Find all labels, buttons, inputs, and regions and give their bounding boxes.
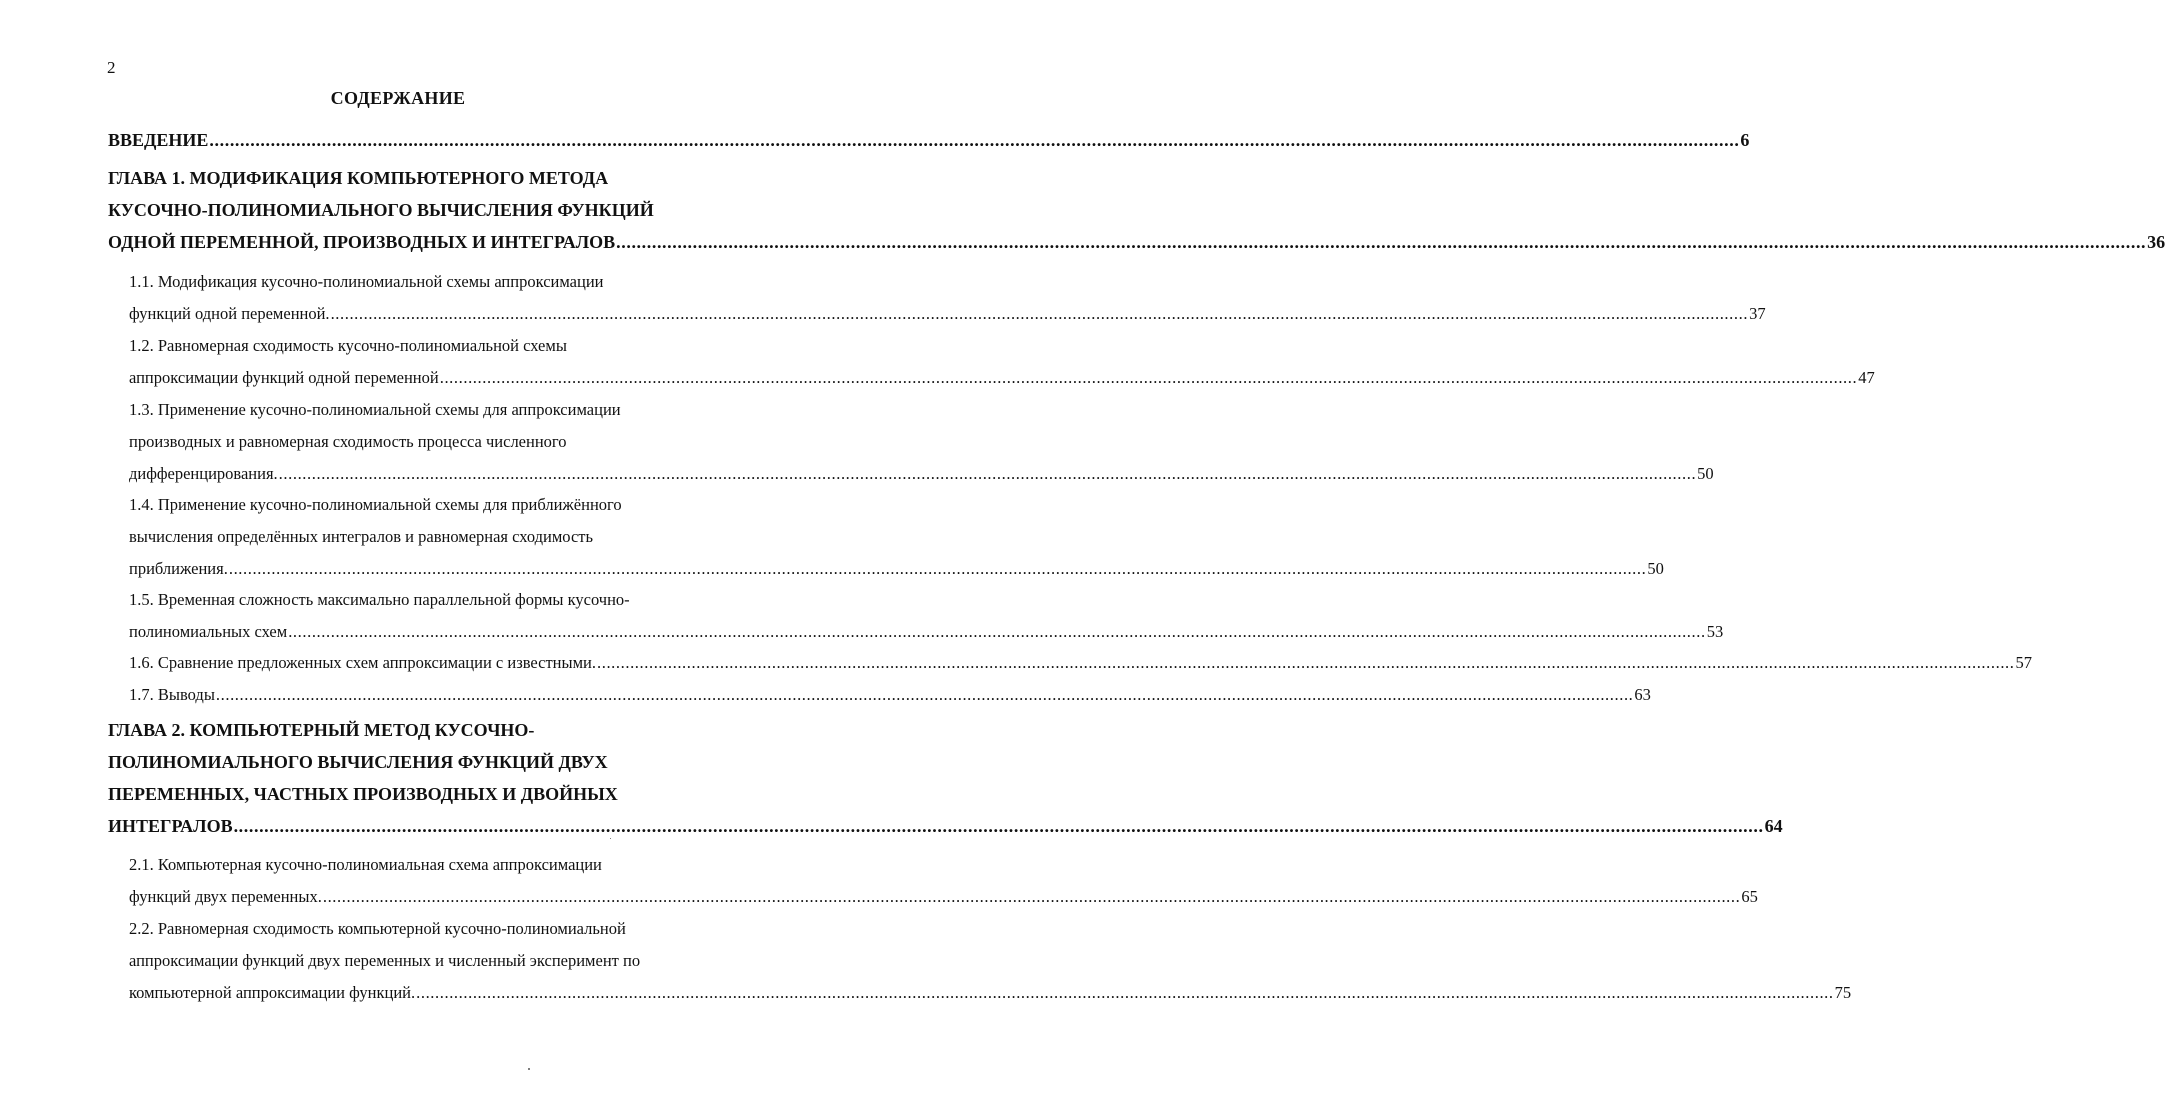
toc-page-number: 65 [1741, 887, 1758, 906]
toc-entry-text: ИНТЕГРАЛОВ [108, 816, 233, 836]
toc-entry-text: ГЛАВА 2. КОМПЬЮТЕРНЫЙ МЕТОД КУСОЧНО- [108, 720, 535, 740]
toc-leader-dots: ............................................................................................................................................................................................................................................................................................................ [416, 983, 1834, 1002]
scan-speck [528, 1068, 530, 1070]
toc-entry-text: производных и равномерная сходимость процесса численного [129, 432, 567, 451]
toc-leader-dots: ............................................................................................................................................................................................................................................................................................................ [330, 304, 1749, 323]
toc-entry-section-1-6[interactable] [108, 647, 2032, 679]
toc-leader-dots: ............................................................................................................................................................................................................................................................................................................ [597, 653, 2015, 672]
toc-entry-text: ГЛАВА 1. МОДИФИКАЦИЯ КОМПЬЮТЕРНОГО МЕТОДА [108, 168, 609, 188]
toc-entry-text: полиномиальных схем [129, 622, 288, 641]
toc-page-number: 50 [1647, 559, 1664, 578]
toc-entry-section-2-2[interactable] [108, 913, 1852, 1009]
toc-entry-section-1-4[interactable] [108, 489, 1664, 585]
toc-page-number: 75 [1834, 983, 1852, 1002]
toc-entry-text: 1.7. Выводы [129, 685, 215, 704]
toc-page-number: 36 [2147, 232, 2165, 252]
toc-leader-dots: ............................................................................................................................................................................................................................................................................................................ [439, 368, 1858, 387]
toc-entry-text: приближения. [129, 559, 228, 578]
toc-entry-text: аппроксимации функций одной переменной [129, 368, 439, 387]
toc-entry-text: аппроксимации функций двух переменных и численный эксперимент по [129, 951, 641, 970]
toc-entry-introduction[interactable] [108, 124, 1750, 156]
toc-leader-dots: ............................................................................................................................................................................................................................................................................................................ [322, 887, 1741, 906]
toc-entry-text: ПОЛИНОМИАЛЬНОГО ВЫЧИСЛЕНИЯ ФУНКЦИЙ ДВУХ [108, 752, 608, 772]
toc-entry-section-1-5[interactable] [108, 584, 1724, 648]
toc-entry-text: ОДНОЙ ПЕРЕМЕННОЙ, ПРОИЗВОДНЫХ И ИНТЕГРАЛОВ [108, 232, 616, 252]
toc-leader-dots: ............................................................................................................................................................................................................................................................................................................ [228, 559, 1647, 578]
page-number: 2 [107, 58, 116, 77]
toc-entry-section-1-2[interactable] [108, 330, 1875, 394]
toc-entry-text: функций одной переменной. [129, 304, 330, 323]
toc-leader-dots: ............................................................................................................................................................................................................................................................................................................ [616, 232, 2147, 252]
toc-entry-text: 1.6. Сравнение предложенных схем аппроксимации с известными. [129, 653, 596, 672]
toc-entry-chapter-1[interactable] [108, 162, 2165, 258]
toc-entry-text: 2.2. Равномерная сходимость компьютерной кусочно-полиномиальной [129, 919, 626, 938]
toc-entry-text: 1.4. Применение кусочно-полиномиальной схемы для приближённого [129, 495, 622, 514]
toc-page-number: 6 [1740, 130, 1750, 150]
toc-page-number: 63 [1634, 685, 1651, 704]
toc-entry-text: ВВЕДЕНИЕ [108, 130, 209, 150]
toc-entry-text: КУСОЧНО-ПОЛИНОМИАЛЬНОГО ВЫЧИСЛЕНИЯ ФУНКЦИЙ [108, 200, 654, 220]
toc-entry-section-1-7[interactable] [108, 679, 1651, 711]
toc-entry-text: 1.5. Временная сложность максимально параллельной формы кусочно- [129, 590, 630, 609]
toc-title: СОДЕРЖАНИЕ [330, 88, 466, 108]
toc-leader-dots: ............................................................................................................................................................................................................................................................................................................ [209, 130, 1740, 150]
toc-leader-dots: ............................................................................................................................................................................................................................................................................................................ [215, 685, 1634, 704]
toc-page-number: 57 [2015, 653, 2032, 672]
toc-entry-text: 1.2. Равномерная сходимость кусочно-полиномиальной схемы [129, 336, 567, 355]
toc-entry-text: вычисления определённых интегралов и равномерная сходимость [129, 527, 594, 546]
toc-page-number: 37 [1749, 304, 1766, 323]
toc-page-number: 53 [1706, 622, 1724, 641]
toc-entry-chapter-2[interactable] [108, 714, 1783, 842]
toc-entry-text: дифференцирования. [129, 464, 278, 483]
toc-entry-section-1-3[interactable] [108, 394, 1714, 490]
toc-leader-dots: ............................................................................................................................................................................................................................................................................................................ [278, 464, 1697, 483]
toc-leader-dots: ............................................................................................................................................................................................................................................................................................................ [288, 622, 1706, 641]
toc-page-number: 64 [1764, 816, 1783, 836]
scan-speck [610, 838, 611, 839]
toc-entry-section-1-1[interactable] [108, 266, 1766, 330]
toc-page-number: 50 [1697, 464, 1714, 483]
toc-entry-text: 1.1. Модификация кусочно-полиномиальной схемы аппроксимации [129, 272, 604, 291]
toc-leader-dots: ............................................................................................................................................................................................................................................................................................................ [233, 816, 1764, 836]
toc-entry-text: 2.1. Компьютерная кусочно-полиномиальная схема аппроксимации [129, 855, 602, 874]
toc-page-number: 47 [1858, 368, 1875, 387]
toc-entry-text: 1.3. Применение кусочно-полиномиальной схемы для аппроксимации [129, 400, 621, 419]
toc-entry-section-2-1[interactable] [108, 849, 1758, 913]
toc-entry-text: функций двух переменных. [129, 887, 322, 906]
toc-entry-text: компьютерной аппроксимации функций. [129, 983, 416, 1002]
toc-entry-text: ПЕРЕМЕННЫХ, ЧАСТНЫХ ПРОИЗВОДНЫХ И ДВОЙНЫХ [108, 784, 618, 804]
